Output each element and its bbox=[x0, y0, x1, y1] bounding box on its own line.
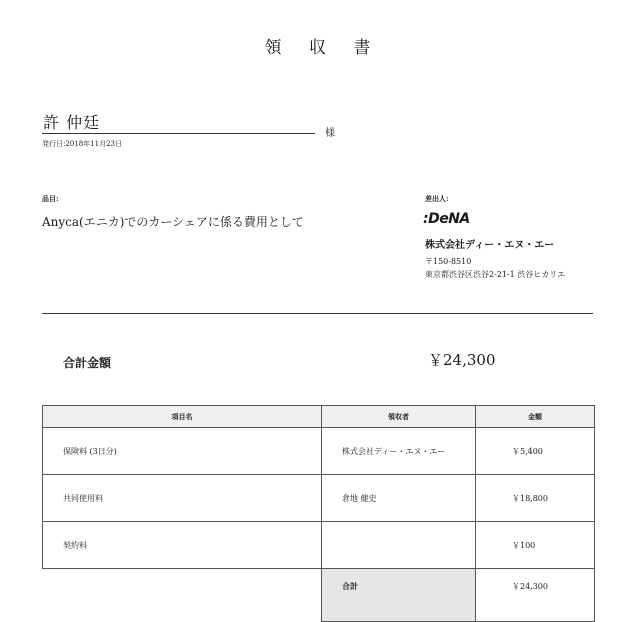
recipient-name: 許 仲廷 bbox=[43, 113, 101, 132]
receiver-cell: 株式会社ディー・エヌ・エー bbox=[322, 428, 476, 475]
breakdown-table bbox=[42, 405, 595, 622]
column-header-receiver: 領収者 bbox=[322, 406, 476, 428]
item-label: 品目: bbox=[42, 194, 59, 203]
item-cell: 保険料 (3日分) bbox=[43, 428, 322, 475]
amount-cell: ￥18,800 bbox=[476, 475, 595, 522]
section-divider bbox=[42, 313, 593, 314]
item-cell: 契約料 bbox=[43, 522, 322, 569]
total-amount: ￥24,300 bbox=[428, 351, 496, 369]
table-sum-row bbox=[43, 569, 595, 622]
receiver-cell bbox=[322, 522, 476, 569]
receiver-cell: 倉地 健史 bbox=[322, 475, 476, 522]
sum-label-cell: 合計 bbox=[322, 569, 476, 622]
issuer-address: 東京都渋谷区渋谷2-21-1 渋谷ヒカリエ bbox=[425, 270, 566, 279]
recipient-honorific: 様 bbox=[325, 128, 335, 139]
dena-logo: :DeNA bbox=[423, 211, 470, 227]
issuer-postal-code: 〒150-8510 bbox=[425, 257, 472, 266]
document-title: 領 収 書 bbox=[264, 38, 382, 58]
table-row bbox=[43, 522, 595, 569]
recipient-underline bbox=[42, 133, 315, 134]
amount-cell: ￥5,400 bbox=[476, 428, 595, 475]
item-description: Anyca(エニカ)でのカーシェアに係る費用として bbox=[42, 215, 304, 229]
issuer-label: 差出人: bbox=[425, 194, 449, 203]
sum-value-cell: ￥24,300 bbox=[476, 569, 595, 622]
column-header-item: 項目名 bbox=[43, 406, 322, 428]
item-cell: 共同使用料 bbox=[43, 475, 322, 522]
issuer-company: 株式会社ディー・エヌ・エー bbox=[425, 240, 555, 251]
sum-spacer-cell bbox=[43, 569, 322, 622]
table-header-row bbox=[43, 406, 595, 428]
amount-cell: ￥100 bbox=[476, 522, 595, 569]
table-row bbox=[43, 428, 595, 475]
table-row bbox=[43, 475, 595, 522]
total-label: 合計金額 bbox=[63, 356, 112, 370]
issue-date: 発行日:2018年11月23日 bbox=[42, 140, 122, 148]
column-header-amount: 金額 bbox=[476, 406, 595, 428]
